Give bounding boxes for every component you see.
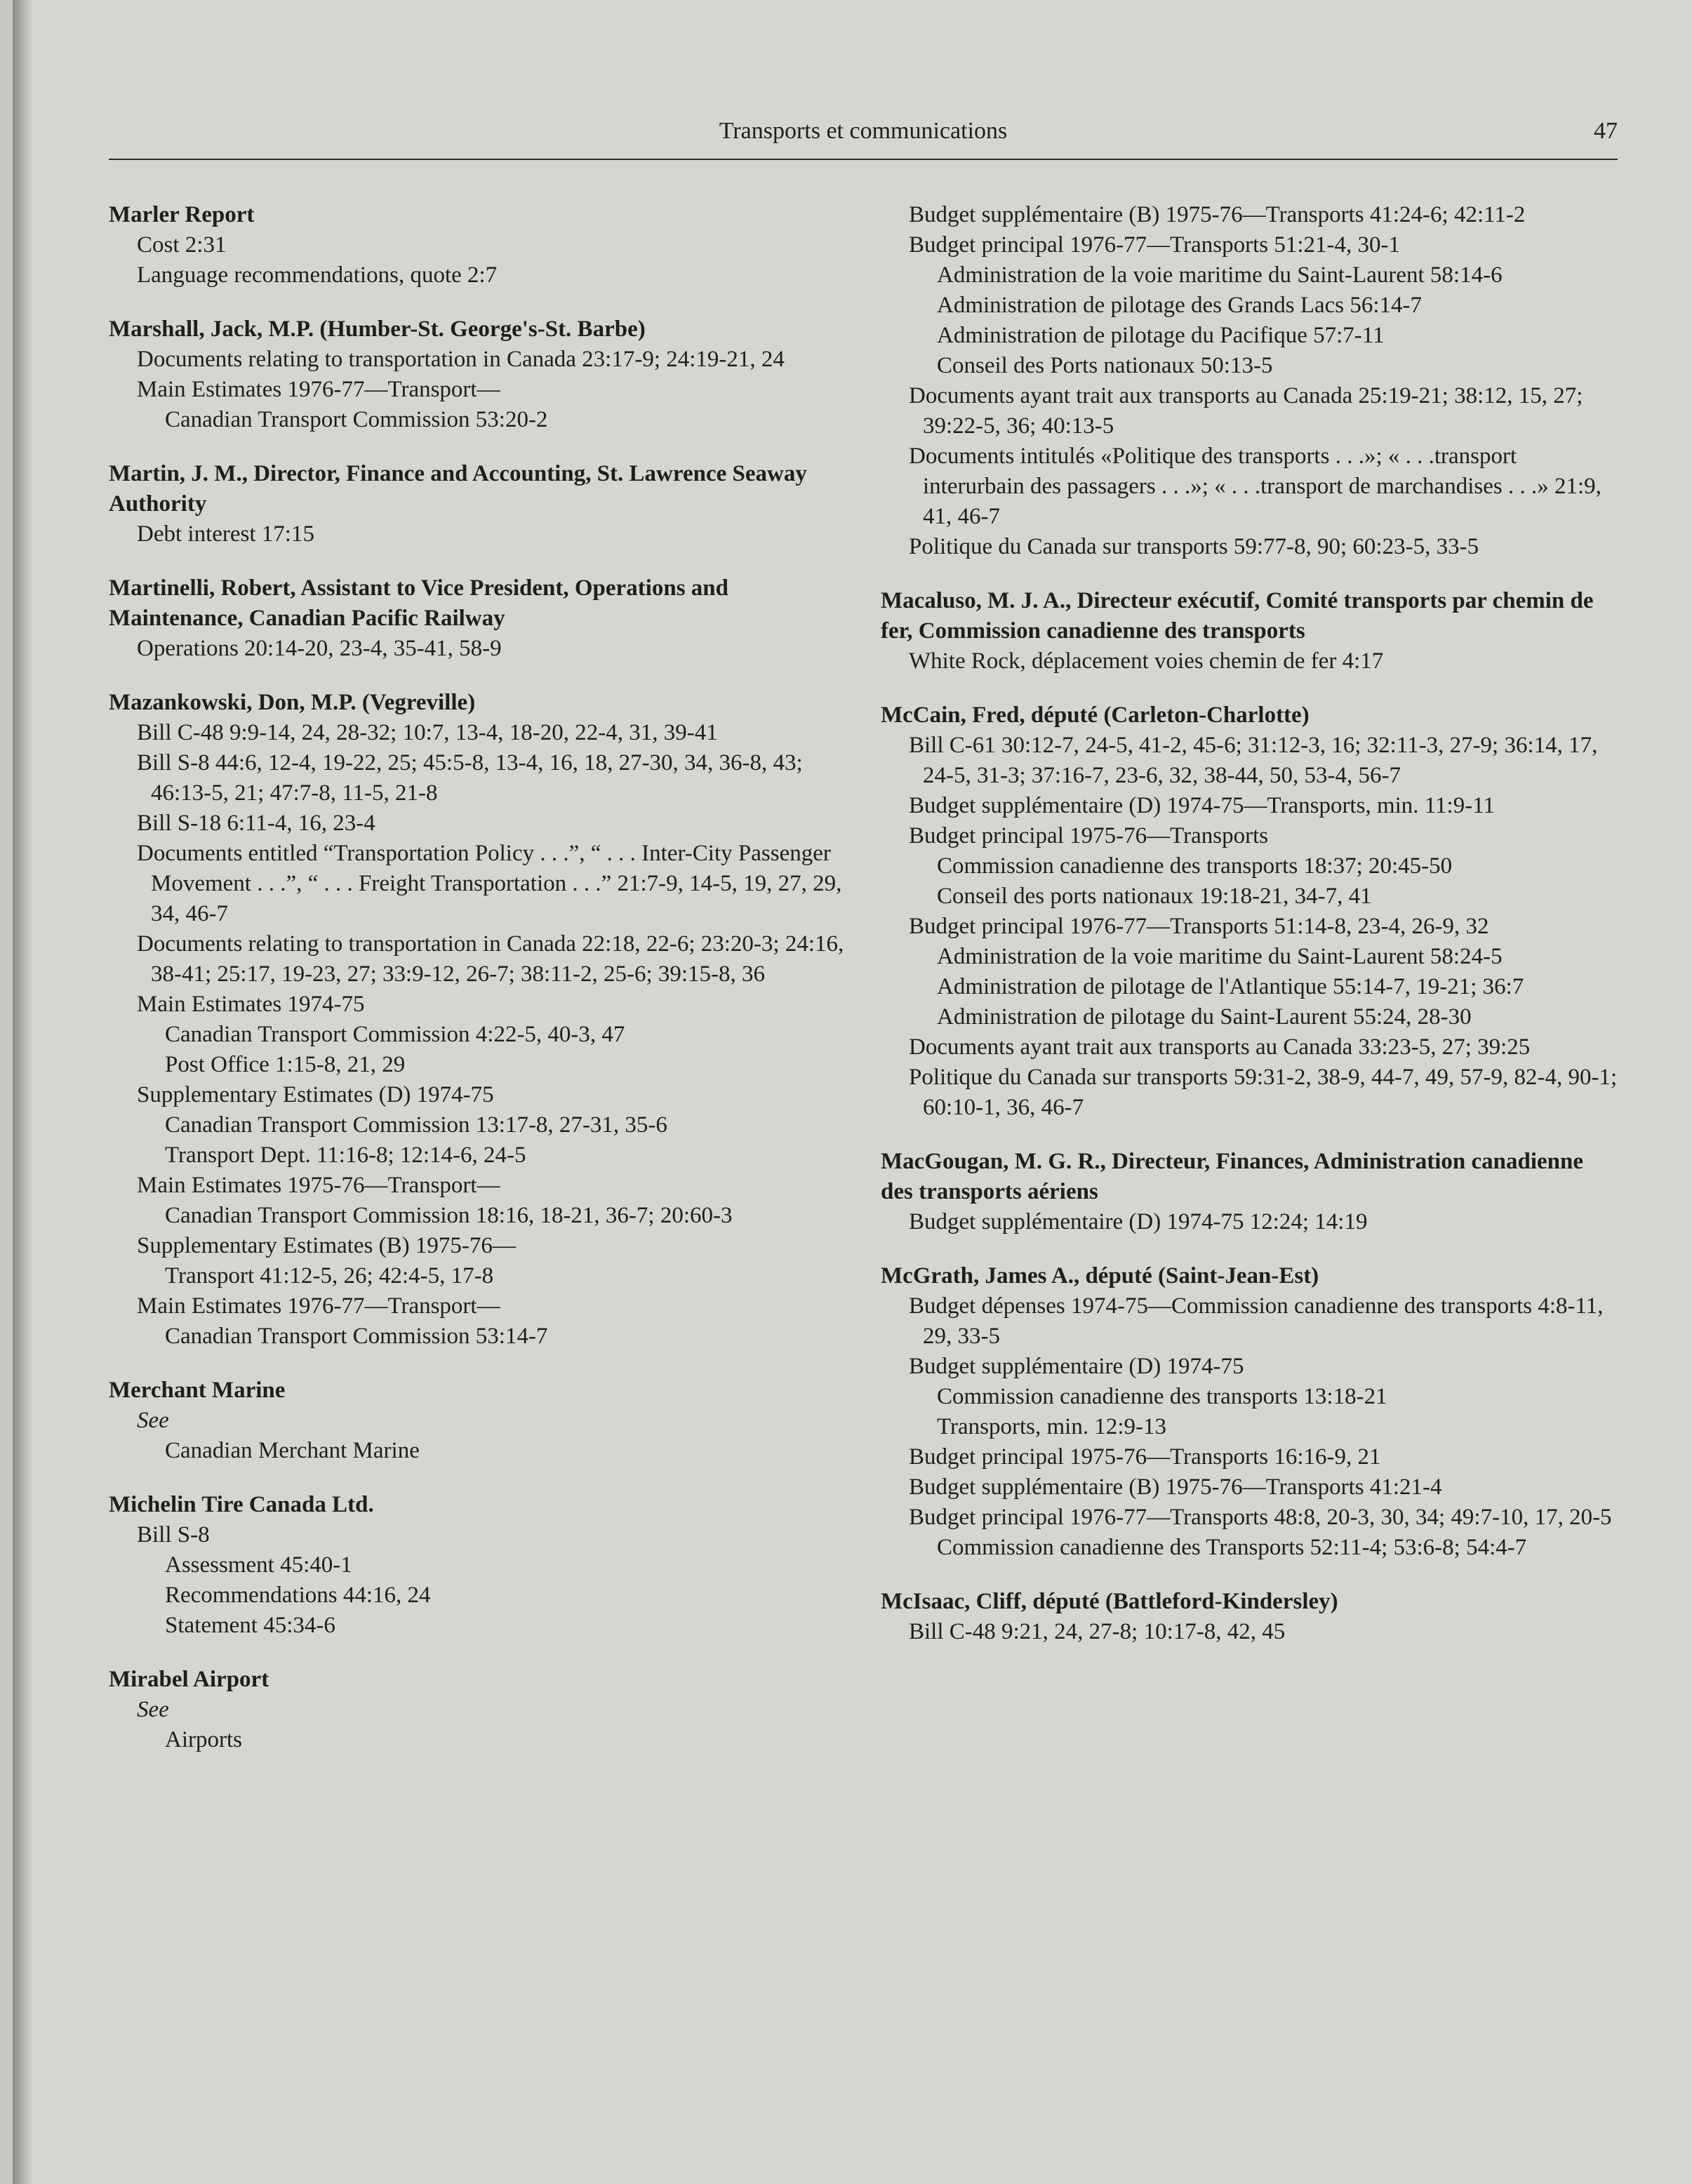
entry-subline: Bill C-48 9:21, 24, 27-8; 10:17-8, 42, 45 <box>909 1619 1286 1644</box>
entry-subline: Budget supplémentaire (D) 1974-75 <box>909 1354 1244 1379</box>
entry-subline: Operations 20:14-20, 23-4, 35-41, 58-9 <box>137 636 502 661</box>
index-entry <box>109 200 846 291</box>
entry-heading: Martinelli, Robert, Assistant to Vice President, Operations and Maintenance, Canadian Pacific Railway <box>109 575 729 631</box>
entry-subline: Budget supplémentaire (D) 1974-75 12:24; 14:19 <box>909 1209 1368 1234</box>
entry-heading: Mirabel Airport <box>109 1667 269 1692</box>
entry-subline: Budget supplémentaire (B) 1975-76—Transports 41:24-6; 42:11-2 <box>909 202 1526 227</box>
entry-subline: Commission canadienne des Transports 52:11-4; 53:6-8; 54:4-7 <box>937 1535 1527 1560</box>
index-entry <box>109 1665 846 1755</box>
entry-subline: Politique du Canada sur transports 59:31-2, 38-9, 44-7, 49, 57-9, 82-4, 90-1; 60:10-1, 36, 46-7 <box>909 1065 1618 1120</box>
entry-subline: Administration de la voie maritime du Saint-Laurent 58:14-6 <box>937 262 1503 288</box>
entry-subline: Recommendations 44:16, 24 <box>165 1583 431 1608</box>
entry-subline: Administration de pilotage de l'Atlantique 55:14-7, 19-21; 36:7 <box>937 974 1524 999</box>
index-entry <box>109 314 846 435</box>
entry-subline: Supplementary Estimates (B) 1975-76— <box>137 1233 516 1258</box>
entry-subline: Budget supplémentaire (B) 1975-76—Transports 41:21-4 <box>909 1474 1442 1500</box>
entry-subline: Commission canadienne des transports 18:37; 20:45-50 <box>937 853 1453 879</box>
entry-subline: Documents ayant trait aux transports au Canada 33:23-5, 27; 39:25 <box>909 1034 1531 1060</box>
entry-subline: Conseil des Ports nationaux 50:13-5 <box>937 353 1273 378</box>
index-column-left <box>109 200 846 1779</box>
entry-heading: Marshall, Jack, M.P. (Humber-St. George's-St. Barbe) <box>109 317 646 342</box>
entry-subline: Administration de pilotage du Saint-Laurent 55:24, 28-30 <box>937 1004 1472 1030</box>
entry-subline: Budget principal 1976-77—Transports 51:14-8, 23-4, 26-9, 32 <box>909 914 1489 939</box>
entry-subline: Main Estimates 1975-76—Transport— <box>137 1173 500 1198</box>
index-column-right <box>881 200 1618 1671</box>
entry-subline: Main Estimates 1976-77—Transport— <box>137 377 500 402</box>
entry-heading: Macaluso, M. J. A., Directeur exécutif, Comité transports par chemin de fer, Commission canadienne des transports <box>881 588 1594 644</box>
header-title: Transports et communications <box>719 118 1008 144</box>
entry-subline: Commission canadienne des transports 13:18-21 <box>937 1384 1387 1409</box>
entry-subline: Budget principal 1976-77—Transports 51:21-4, 30-1 <box>909 232 1400 258</box>
entry-subline: Documents intitulés «Politique des transports . . .»; « . . .transport interurbain des passagers . . .»; « . . .transport de marchandises . . .» 21:9, 41, 46-7 <box>909 444 1601 529</box>
running-header <box>109 118 1618 157</box>
entry-subline: Supplementary Estimates (D) 1974-75 <box>137 1082 494 1107</box>
index-entry <box>881 700 1618 1123</box>
entry-subline: Administration de pilotage du Pacifique 57:7-11 <box>937 323 1385 348</box>
index-entry <box>109 573 846 664</box>
entry-subline: Politique du Canada sur transports 59:77-8, 90; 60:23-5, 33-5 <box>909 534 1479 559</box>
entry-subline: Documents ayant trait aux transports au Canada 25:19-21; 38:12, 15, 27; 39:22-5, 36; 40:13-5 <box>909 383 1583 439</box>
entry-heading: McIsaac, Cliff, député (Battleford-Kindersley) <box>881 1589 1338 1614</box>
entry-subline: Administration de pilotage des Grands Lacs 56:14-7 <box>937 293 1423 318</box>
entry-subline: White Rock, déplacement voies chemin de fer 4:17 <box>909 648 1384 674</box>
entry-subline: Canadian Merchant Marine <box>165 1438 420 1463</box>
entry-subline: Documents relating to transportation in Canada 23:17-9; 24:19-21, 24 <box>137 347 785 372</box>
index-entry <box>109 1376 846 1466</box>
entry-subline: Main Estimates 1976-77—Transport— <box>137 1293 500 1319</box>
entry-subline: Documents relating to transportation in Canada 22:18, 22-6; 23:20-3; 24:16, 38-41; 25:17, 19-23, 27; 33:9-12, 26-7; 38:11-2, 25-6; 39:15-8, 36 <box>137 931 844 987</box>
entry-heading: Merchant Marine <box>109 1378 286 1403</box>
index-entry <box>109 688 846 1352</box>
entry-subline: Canadian Transport Commission 53:20-2 <box>165 407 548 432</box>
header-rule <box>109 159 1618 160</box>
entry-subline: Canadian Transport Commission 53:14-7 <box>165 1324 548 1349</box>
entry-heading: Martin, J. M., Director, Finance and Accounting, St. Lawrence Seaway Authority <box>109 461 807 517</box>
entry-subline: Bill C-48 9:9-14, 24, 28-32; 10:7, 13-4, 18-20, 22-4, 31, 39-41 <box>137 720 718 745</box>
index-entry <box>881 1147 1618 1237</box>
entry-subline: Canadian Transport Commission 13:17-8, 27-31, 35-6 <box>165 1112 667 1138</box>
entry-subline: Cost 2:31 <box>137 232 227 258</box>
page-spine-shadow <box>13 0 34 2184</box>
index-entry <box>109 1490 846 1641</box>
index-entry <box>881 1261 1618 1563</box>
index-entry <box>881 586 1618 677</box>
entry-subline: Post Office 1:15-8, 21, 29 <box>165 1052 406 1077</box>
entry-subline: Budget principal 1975-76—Transports 16:16-9, 21 <box>909 1444 1381 1470</box>
entry-subline: Documents entitled “Transportation Policy . . .”, “ . . . Inter-City Passenger Movement . . .”, “ . . . Freight Transportation . . .” 21:7-9, 14-5, 19, 27, 29, 34, 46-7 <box>137 841 842 926</box>
entry-subline: Transport Dept. 11:16-8; 12:14-6, 24-5 <box>165 1143 526 1168</box>
index-entry <box>881 200 1618 562</box>
entry-subline: Bill S-8 <box>137 1522 210 1547</box>
entry-subline: Bill S-8 44:6, 12-4, 19-22, 25; 45:5-8, 13-4, 16, 18, 27-30, 34, 36-8, 43; 46:13-5, 21; 47:7-8, 11-5, 21-8 <box>137 750 803 806</box>
entry-subline: Main Estimates 1974-75 <box>137 992 365 1017</box>
entry-heading: McGrath, James A., député (Saint-Jean-Est) <box>881 1263 1319 1289</box>
index-entry <box>109 459 846 550</box>
entry-heading: McCain, Fred, député (Carleton-Charlotte) <box>881 703 1310 728</box>
entry-subline: Airports <box>165 1727 242 1752</box>
entry-subline: Budget supplémentaire (D) 1974-75—Transports, min. 11:9-11 <box>909 793 1495 818</box>
entry-subline: Canadian Transport Commission 4:22-5, 40-3, 47 <box>165 1022 625 1047</box>
entry-subline: Bill S-18 6:11-4, 16, 23-4 <box>137 811 375 836</box>
entry-heading: Michelin Tire Canada Ltd. <box>109 1492 374 1517</box>
entry-subline: Language recommendations, quote 2:7 <box>137 262 498 288</box>
entry-subline: Budget principal 1976-77—Transports 48:8, 20-3, 30, 34; 49:7-10, 17, 20-5 <box>909 1505 1612 1530</box>
entry-heading: Marler Report <box>109 202 255 227</box>
page-number: 47 <box>1594 118 1618 144</box>
entry-heading: Mazankowski, Don, M.P. (Vegreville) <box>109 690 476 715</box>
index-entry <box>881 1587 1618 1647</box>
entry-subline: Conseil des ports nationaux 19:18-21, 34-7, 41 <box>937 884 1372 909</box>
entry-subline: Transports, min. 12:9-13 <box>937 1414 1166 1439</box>
entry-subline: Debt interest 17:15 <box>137 521 314 547</box>
see-reference: See <box>137 1697 169 1722</box>
entry-subline: Canadian Transport Commission 18:16, 18-21, 36-7; 20:60-3 <box>165 1203 733 1228</box>
entry-subline: Statement 45:34-6 <box>165 1613 335 1638</box>
entry-subline: Budget principal 1975-76—Transports <box>909 823 1269 848</box>
entry-subline: Budget dépenses 1974-75—Commission canadienne des transports 4:8-11, 29, 33-5 <box>909 1293 1604 1349</box>
entry-subline: Bill C-61 30:12-7, 24-5, 41-2, 45-6; 31:12-3, 16; 32:11-3, 27-9; 36:14, 17, 24-5, 31-3; 37:16-7, 23-6, 32, 38-44, 50, 53-4, 56-7 <box>909 733 1598 788</box>
see-reference: See <box>137 1408 169 1433</box>
entry-heading: MacGougan, M. G. R., Directeur, Finances, Administration canadienne des transports aériens <box>881 1149 1583 1204</box>
entry-subline: Assessment 45:40-1 <box>165 1552 352 1578</box>
entry-subline: Administration de la voie maritime du Saint-Laurent 58:24-5 <box>937 944 1503 969</box>
entry-subline: Transport 41:12-5, 26; 42:4-5, 17-8 <box>165 1263 494 1289</box>
